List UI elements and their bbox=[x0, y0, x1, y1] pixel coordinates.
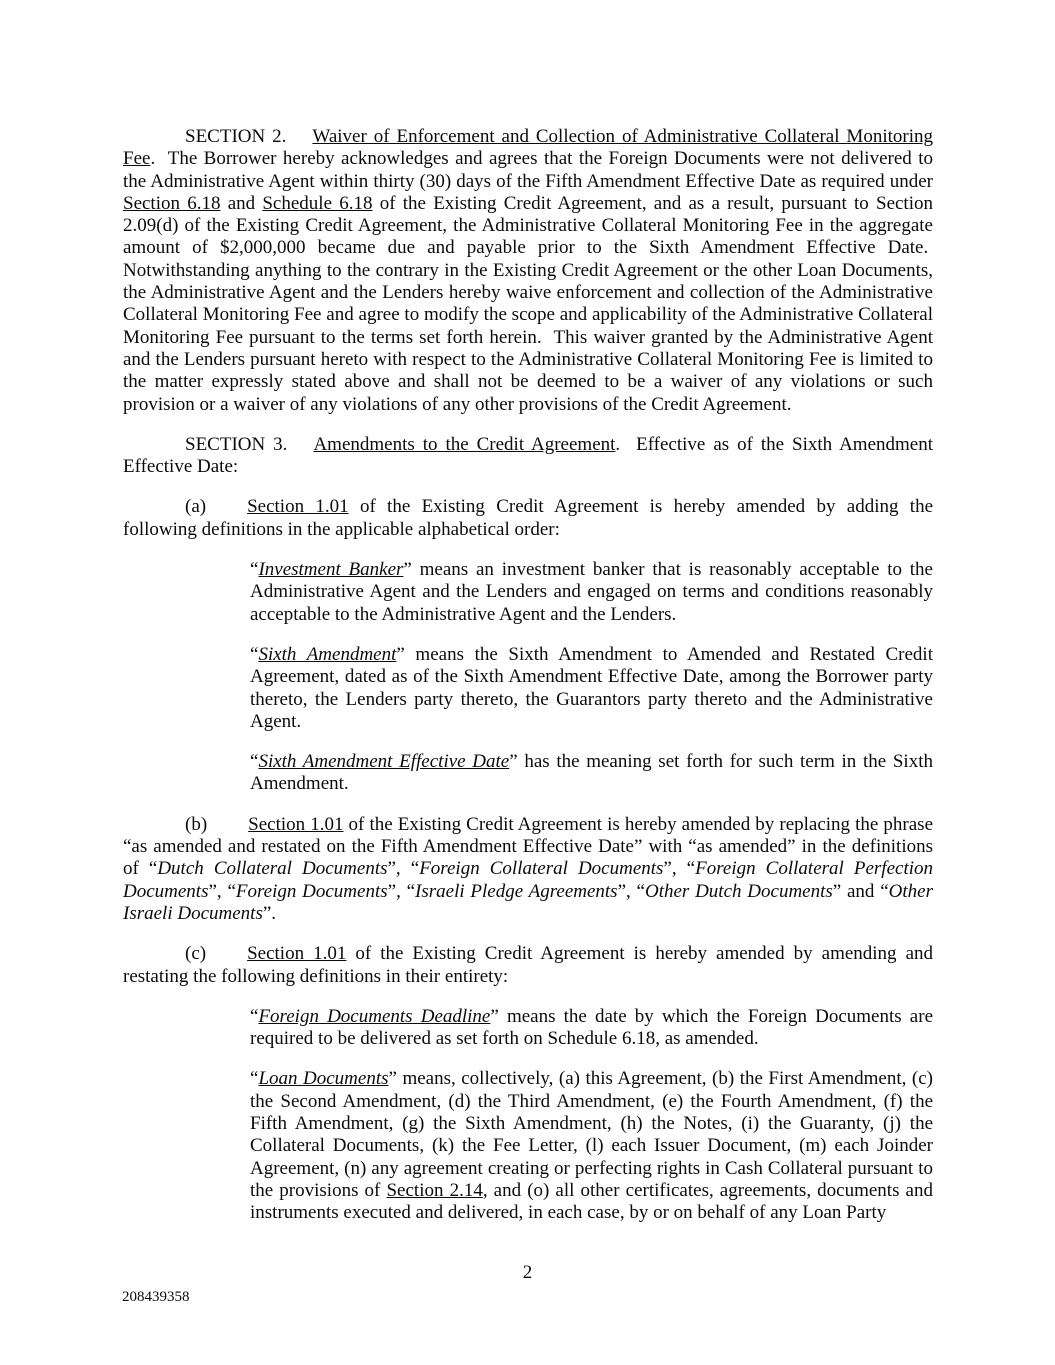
text-run: Israeli Pledge Agreements bbox=[415, 880, 618, 902]
definition-foreign-documents-deadline bbox=[250, 1006, 933, 1051]
text-run: and bbox=[220, 192, 263, 214]
text-run: Loan Documents bbox=[258, 1068, 389, 1090]
definition-investment-banker bbox=[250, 559, 933, 626]
text-run: “ bbox=[250, 1005, 259, 1027]
document-body bbox=[123, 126, 933, 1242]
text-run: Schedule 6.18 bbox=[262, 192, 373, 214]
text-run: Section 1.01 bbox=[247, 943, 347, 965]
text-run: Section 2.14 bbox=[386, 1179, 483, 1201]
text-run: of the Existing Credit Agreement, and as a result, pursuant to Section 2.09(d) of the Existing Credit Agreement, the Administrative Collateral Monitoring Fee in the aggregate amount of $2,000,000 became due and payable prior to the Sixth Amendment Effective Date. Notwithstanding anything to the contrary in the Existing Credit Agreement or the other Loan Documents, the Administrative Agent and the Lenders hereby waive enforcement and collection of the Administrative Collateral Monitoring Fee and agree to modify the scope and applicability of the Administrative Collateral Monitoring Fee pursuant to the terms set forth herein. This waiver granted by the Administrative Agent and the Lenders pursuant hereto with respect to the Administrative Collateral Monitoring Fee is limited to the matter expressly stated above and shall not be deemed to be a waiver of any violations or such provision or a waiver of any violations of any other provisions of the Credit Agreement. bbox=[123, 192, 933, 415]
text-run: ”, “ bbox=[387, 858, 420, 880]
text-run: Section 6.18 bbox=[123, 192, 221, 214]
paragraph-item-a bbox=[123, 496, 933, 541]
text-run: ” has the meaning set forth for such term in the Sixth Amendment. bbox=[250, 751, 933, 795]
document-id-stamp: 208439358 bbox=[122, 1289, 190, 1305]
text-run: (c) bbox=[185, 943, 207, 965]
text-run: Other Dutch Documents bbox=[644, 880, 833, 902]
text-run: Investment Banker bbox=[258, 559, 404, 581]
text-run: Section 1.01 bbox=[248, 813, 344, 835]
text-run: Other Israeli Documents bbox=[123, 880, 933, 924]
text-run: Section 1.01 bbox=[247, 496, 349, 518]
text-run: , and (o) all other certificates, agreements, documents and instruments executed and delivered, in each case, by or on behalf of any Loan Party bbox=[250, 1179, 933, 1224]
text-run: Foreign Collateral Perfection Documents bbox=[123, 858, 933, 902]
text-run: “ bbox=[250, 643, 259, 665]
paragraph-item-c bbox=[123, 943, 933, 988]
paragraph-item-b bbox=[123, 814, 933, 925]
paragraph-section-2 bbox=[123, 126, 933, 416]
text-run: Amendments to the Credit Agreement bbox=[313, 433, 616, 455]
text-run: (b) bbox=[185, 813, 208, 835]
definition-sixth-amendment bbox=[250, 644, 933, 733]
text-run: Foreign Collateral Documents bbox=[419, 858, 664, 880]
text-run: ” means the date by which the Foreign Documents are required to be delivered as set forth on Schedule 6.18, as amended. bbox=[250, 1005, 934, 1050]
text-run: of the Existing Credit Agreement is hereby amended by replacing the phrase “as amended and restated on the Fifth Amendment Effective Date” with “as amended” in the definitions of “ bbox=[123, 813, 934, 880]
text-run: ”, “ bbox=[617, 880, 645, 902]
text-run: of the Existing Credit Agreement is hereby amended by adding the following definitions in the applicable alphabetical order: bbox=[123, 496, 933, 540]
text-run: “ bbox=[250, 751, 259, 773]
definition-loan-documents bbox=[250, 1068, 933, 1224]
text-run: Sixth Amendment Effective Date bbox=[258, 751, 510, 773]
text-run: ” means the Sixth Amendment to Amended and Restated Credit Agreement, dated as of the Sixth Amendment Effective Date, among the Borrower party thereto, the Lenders party thereto, the Guarantors party thereto and the Administrative Agent. bbox=[250, 643, 933, 732]
text-run: (a) bbox=[185, 496, 207, 518]
text-run: ”, “ bbox=[663, 858, 696, 880]
text-run: ”. bbox=[262, 902, 277, 924]
text-run: . The Borrower hereby acknowledges and agrees that the Foreign Documents were not delivered to the Administrative Agent within thirty (30) days of the Fifth Amendment Effective Date as required under bbox=[123, 148, 933, 192]
text-run: SECTION 2. bbox=[185, 126, 287, 147]
page-number: 2 bbox=[522, 1262, 533, 1283]
text-run: ”, “ bbox=[387, 880, 416, 902]
paragraph-section-3 bbox=[123, 434, 933, 479]
text-run: Foreign Documents Deadline bbox=[258, 1005, 491, 1027]
text-run: Waiver of Enforcement and Collection of Administrative Collateral Monitoring Fee bbox=[123, 126, 933, 170]
text-run: Dutch Collateral Documents bbox=[157, 858, 388, 880]
text-run: “ bbox=[250, 1068, 259, 1090]
text-run: Foreign Documents bbox=[235, 880, 388, 902]
text-run: ” and “ bbox=[832, 880, 889, 902]
text-run: ” means, collectively, (a) this Agreement, (b) the First Amendment, (c) the Second Amendment, (d) the Third Amendment, (e) the Fourth Amendment, (f) the Fifth Amendment, (g) the Sixth Amendment, (h) the Notes, (i) the Guaranty, (j) the Collateral Documents, (k) the Fee Letter, (l) each Issuer Document, (m) each Joinder Agreement, (n) any agreement creating or perfecting rights in Cash Collateral pursuant to the provisions of bbox=[250, 1068, 933, 1201]
text-run: . Effective as of the Sixth Amendment Effective Date: bbox=[123, 433, 934, 478]
text-run: ”, “ bbox=[208, 880, 236, 902]
text-run: Sixth Amendment bbox=[258, 643, 397, 665]
definition-sixth-amendment-effective-date bbox=[250, 751, 933, 796]
text-run: of the Existing Credit Agreement is hereby amended by amending and restating the following definitions in their entirety: bbox=[123, 943, 933, 987]
text-run: ” means an investment banker that is reasonably acceptable to the Administrative Agent and the Lenders and engaged on terms and conditions reasonably acceptable to the Administrative Agent and the Lenders. bbox=[250, 559, 933, 625]
text-run: “ bbox=[250, 559, 259, 581]
text-run: SECTION 3. bbox=[185, 433, 288, 455]
